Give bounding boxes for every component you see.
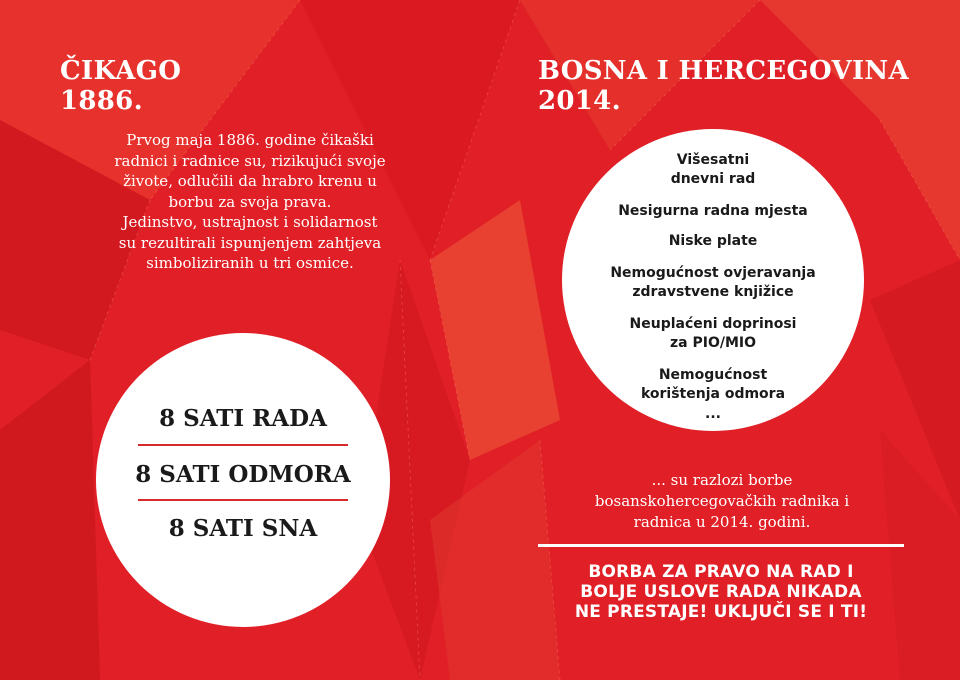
reasons-text <box>540 470 904 533</box>
reasons-line: bosanskohercegovačkih radnika i <box>594 492 850 510</box>
intro-line: simboliziranih u tri osmice. <box>146 254 354 272</box>
problem-line: zdravstvene knjižice <box>632 284 794 300</box>
problem-item <box>562 315 864 353</box>
left-title-line2: 1886. <box>60 86 143 116</box>
problem-line: Nesigurna radna mjesta <box>618 203 808 219</box>
problems-circle <box>562 129 864 431</box>
problem-item <box>562 366 864 404</box>
demand-sleep: 8 SATI SNA <box>168 515 318 542</box>
intro-line: radnici i radnice su, rizikujući svoje <box>114 151 386 170</box>
problem-item <box>562 264 864 302</box>
problem-line: Nemogućnost ovjeravanja <box>610 265 816 281</box>
demands-circle <box>96 333 390 627</box>
problem-item <box>562 202 864 221</box>
reasons-line: ... su razlozi borbe <box>651 471 793 489</box>
left-title-line1: ČIKAGO <box>60 56 182 86</box>
slogan-divider <box>538 544 904 547</box>
intro-line: živote, odlučili da hrabro krenu u <box>123 172 377 190</box>
demand-work: 8 SATI RADA <box>159 405 327 432</box>
problem-line: Nemogućnost <box>658 367 768 383</box>
left-title <box>60 56 181 116</box>
problem-line: Višesatni <box>676 152 750 168</box>
demand-rest: 8 SATI ODMORA <box>135 461 351 488</box>
slogan-text <box>532 562 910 622</box>
right-title-line2: 2014. <box>538 86 621 116</box>
slogan-line: BOLJE USLOVE RADA NIKADA <box>580 582 862 602</box>
intro-line: Jedinstvo, ustrajnost i solidarnost <box>122 213 378 231</box>
problem-line: korištenja odmora <box>640 386 786 402</box>
intro-line: su rezultirali ispunjenjem zahtjeva <box>118 233 382 252</box>
problem-item <box>562 232 864 251</box>
slogan-line: BORBA ZA PRAVO NA RAD I <box>588 562 854 582</box>
demand-divider <box>138 444 348 446</box>
reasons-line: radnica u 2014. godini. <box>633 513 811 531</box>
intro-line: Prvog maja 1886. godine čikaški <box>126 131 374 149</box>
problem-item <box>562 151 864 189</box>
right-title-line1: BOSNA I HERCEGOVINA <box>538 56 909 86</box>
demand-divider <box>138 499 348 501</box>
right-title <box>538 56 909 116</box>
problem-line: Neuplaćeni doprinosi <box>629 316 797 332</box>
left-intro-text <box>80 130 420 274</box>
problem-line: ... <box>705 406 721 422</box>
problem-line: dnevni rad <box>670 171 756 187</box>
slogan-line: NE PRESTAJE! UKLJUČI SE I TI! <box>574 602 868 622</box>
problem-line: Niske plate <box>668 233 758 249</box>
problem-item <box>562 405 864 424</box>
intro-line: borbu za svoja prava. <box>168 192 332 211</box>
problem-line: za PIO/MIO <box>670 335 756 351</box>
